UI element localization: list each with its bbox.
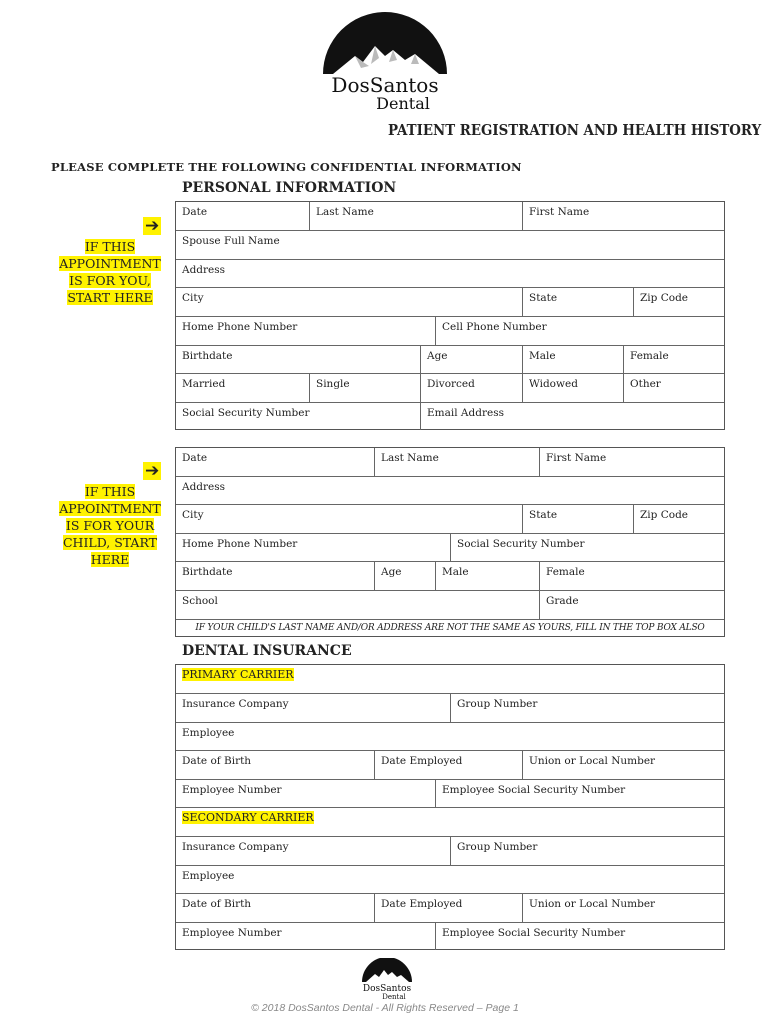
primary-group-number-field[interactable]: Group Number xyxy=(450,694,724,722)
married-field[interactable]: Married xyxy=(182,378,226,390)
child-note: IF YOUR CHILD'S LAST NAME AND/OR ADDRESS ARE NOT THE SAME AS YOURS, FILL IN THE TOP BOX ALSO xyxy=(195,623,705,633)
form-row xyxy=(176,505,724,534)
child-info-form xyxy=(175,447,725,637)
svg-text:Dental: Dental xyxy=(376,94,430,113)
child-ssn-field[interactable]: Social Security Number xyxy=(450,534,724,561)
secondary-date-employed-field[interactable]: Date Employed xyxy=(374,894,522,922)
child-state-field[interactable]: State xyxy=(522,505,633,533)
home-phone-field[interactable]: Home Phone Number xyxy=(182,321,298,333)
form-row xyxy=(176,534,724,562)
form-row xyxy=(176,260,724,288)
form-row xyxy=(176,665,724,694)
child-zip-field[interactable]: Zip Code xyxy=(633,505,724,533)
ssn-field[interactable]: Social Security Number xyxy=(182,407,310,419)
secondary-union-field[interactable]: Union or Local Number xyxy=(522,894,724,922)
child-female-field[interactable]: Female xyxy=(539,562,724,590)
primary-employee-number-field[interactable]: Employee Number xyxy=(182,784,282,796)
child-address-field[interactable]: Address xyxy=(182,481,226,493)
primary-carrier-label: PRIMARY CARRIER xyxy=(182,668,294,681)
form-row xyxy=(176,374,724,403)
form-row xyxy=(176,808,724,837)
svg-text:Dental: Dental xyxy=(382,993,406,1000)
city-field[interactable]: City xyxy=(182,292,204,304)
secondary-employee-field[interactable]: Employee xyxy=(182,870,235,882)
spouse-name-field[interactable]: Spouse Full Name xyxy=(182,235,280,247)
divorced-field[interactable]: Divorced xyxy=(420,374,522,402)
form-row xyxy=(176,346,724,374)
child-school-field[interactable]: School xyxy=(182,595,218,607)
zip-field[interactable]: Zip Code xyxy=(633,288,724,316)
primary-dob-field[interactable]: Date of Birth xyxy=(182,755,252,767)
secondary-group-number-field[interactable]: Group Number xyxy=(450,837,724,865)
primary-insurance-company-field[interactable]: Insurance Company xyxy=(182,698,289,710)
last-name-field[interactable]: Last Name xyxy=(309,202,522,230)
date-field[interactable]: Date xyxy=(182,206,208,218)
svg-text:DosSantos: DosSantos xyxy=(362,984,412,994)
form-row xyxy=(176,837,724,866)
secondary-dob-field[interactable]: Date of Birth xyxy=(182,898,252,910)
child-grade-field[interactable]: Grade xyxy=(539,591,724,619)
child-city-field[interactable]: City xyxy=(182,509,204,521)
form-row xyxy=(176,403,724,430)
page-subtitle: PLEASE COMPLETE THE FOLLOWING CONFIDENTIAL INFORMATION xyxy=(51,160,522,174)
secondary-employee-number-field[interactable]: Employee Number xyxy=(182,927,282,939)
page-title: PATIENT REGISTRATION AND HEALTH HISTORY xyxy=(388,122,762,139)
female-field[interactable]: Female xyxy=(623,346,724,373)
dental-insurance-form xyxy=(175,664,725,950)
form-row xyxy=(176,923,724,950)
primary-union-field[interactable]: Union or Local Number xyxy=(522,751,724,779)
personal-info-heading: PERSONAL INFORMATION xyxy=(182,180,397,196)
form-row xyxy=(176,620,724,637)
form-row xyxy=(176,448,724,477)
address-field[interactable]: Address xyxy=(182,264,226,276)
form-row xyxy=(176,780,724,808)
male-field[interactable]: Male xyxy=(522,346,623,373)
child-start-note: IF THIS APPOINTMENT IS FOR YOUR CHILD, START HERE xyxy=(59,484,161,567)
form-row xyxy=(176,202,724,231)
form-row xyxy=(176,562,724,591)
secondary-employee-ssn-field[interactable]: Employee Social Security Number xyxy=(435,923,724,950)
widowed-field[interactable]: Widowed xyxy=(522,374,623,402)
form-row xyxy=(176,477,724,505)
child-last-name-field[interactable]: Last Name xyxy=(374,448,539,476)
arrow-right-icon: ➔ xyxy=(145,461,160,481)
birthdate-field[interactable]: Birthdate xyxy=(182,350,233,362)
primary-employee-ssn-field[interactable]: Employee Social Security Number xyxy=(435,780,724,807)
personal-info-form xyxy=(175,201,725,430)
form-row xyxy=(176,866,724,894)
first-name-field[interactable]: First Name xyxy=(522,202,724,230)
form-row xyxy=(176,231,724,260)
dental-insurance-heading: DENTAL INSURANCE xyxy=(182,643,352,659)
age-field[interactable]: Age xyxy=(420,346,522,373)
child-first-name-field[interactable]: First Name xyxy=(539,448,724,476)
dossantos-logo-small xyxy=(357,958,417,1000)
form-row xyxy=(176,317,724,346)
adult-start-note: IF THIS APPOINTMENT IS FOR YOU, START HERE xyxy=(59,239,161,305)
cell-phone-field[interactable]: Cell Phone Number xyxy=(435,317,724,345)
email-field[interactable]: Email Address xyxy=(420,403,724,430)
child-birthdate-field[interactable]: Birthdate xyxy=(182,566,233,578)
secondary-carrier-label: SECONDARY CARRIER xyxy=(182,811,314,824)
form-row xyxy=(176,723,724,751)
state-field[interactable]: State xyxy=(522,288,633,316)
dossantos-logo xyxy=(313,12,458,114)
form-row xyxy=(176,288,724,317)
child-age-field[interactable]: Age xyxy=(374,562,435,590)
child-home-phone-field[interactable]: Home Phone Number xyxy=(182,538,298,550)
form-row xyxy=(176,894,724,923)
form-row xyxy=(176,694,724,723)
secondary-insurance-company-field[interactable]: Insurance Company xyxy=(182,841,289,853)
page-footer: © 2018 DosSantos Dental - All Rights Reserved – Page 1 xyxy=(251,1002,519,1014)
primary-date-employed-field[interactable]: Date Employed xyxy=(374,751,522,779)
single-field[interactable]: Single xyxy=(309,374,420,402)
svg-text:DosSantos: DosSantos xyxy=(331,73,439,97)
other-field[interactable]: Other xyxy=(623,374,724,402)
form-row xyxy=(176,751,724,780)
child-date-field[interactable]: Date xyxy=(182,452,208,464)
form-row xyxy=(176,591,724,620)
child-male-field[interactable]: Male xyxy=(435,562,539,590)
primary-employee-field[interactable]: Employee xyxy=(182,727,235,739)
arrow-right-icon: ➔ xyxy=(145,216,160,236)
